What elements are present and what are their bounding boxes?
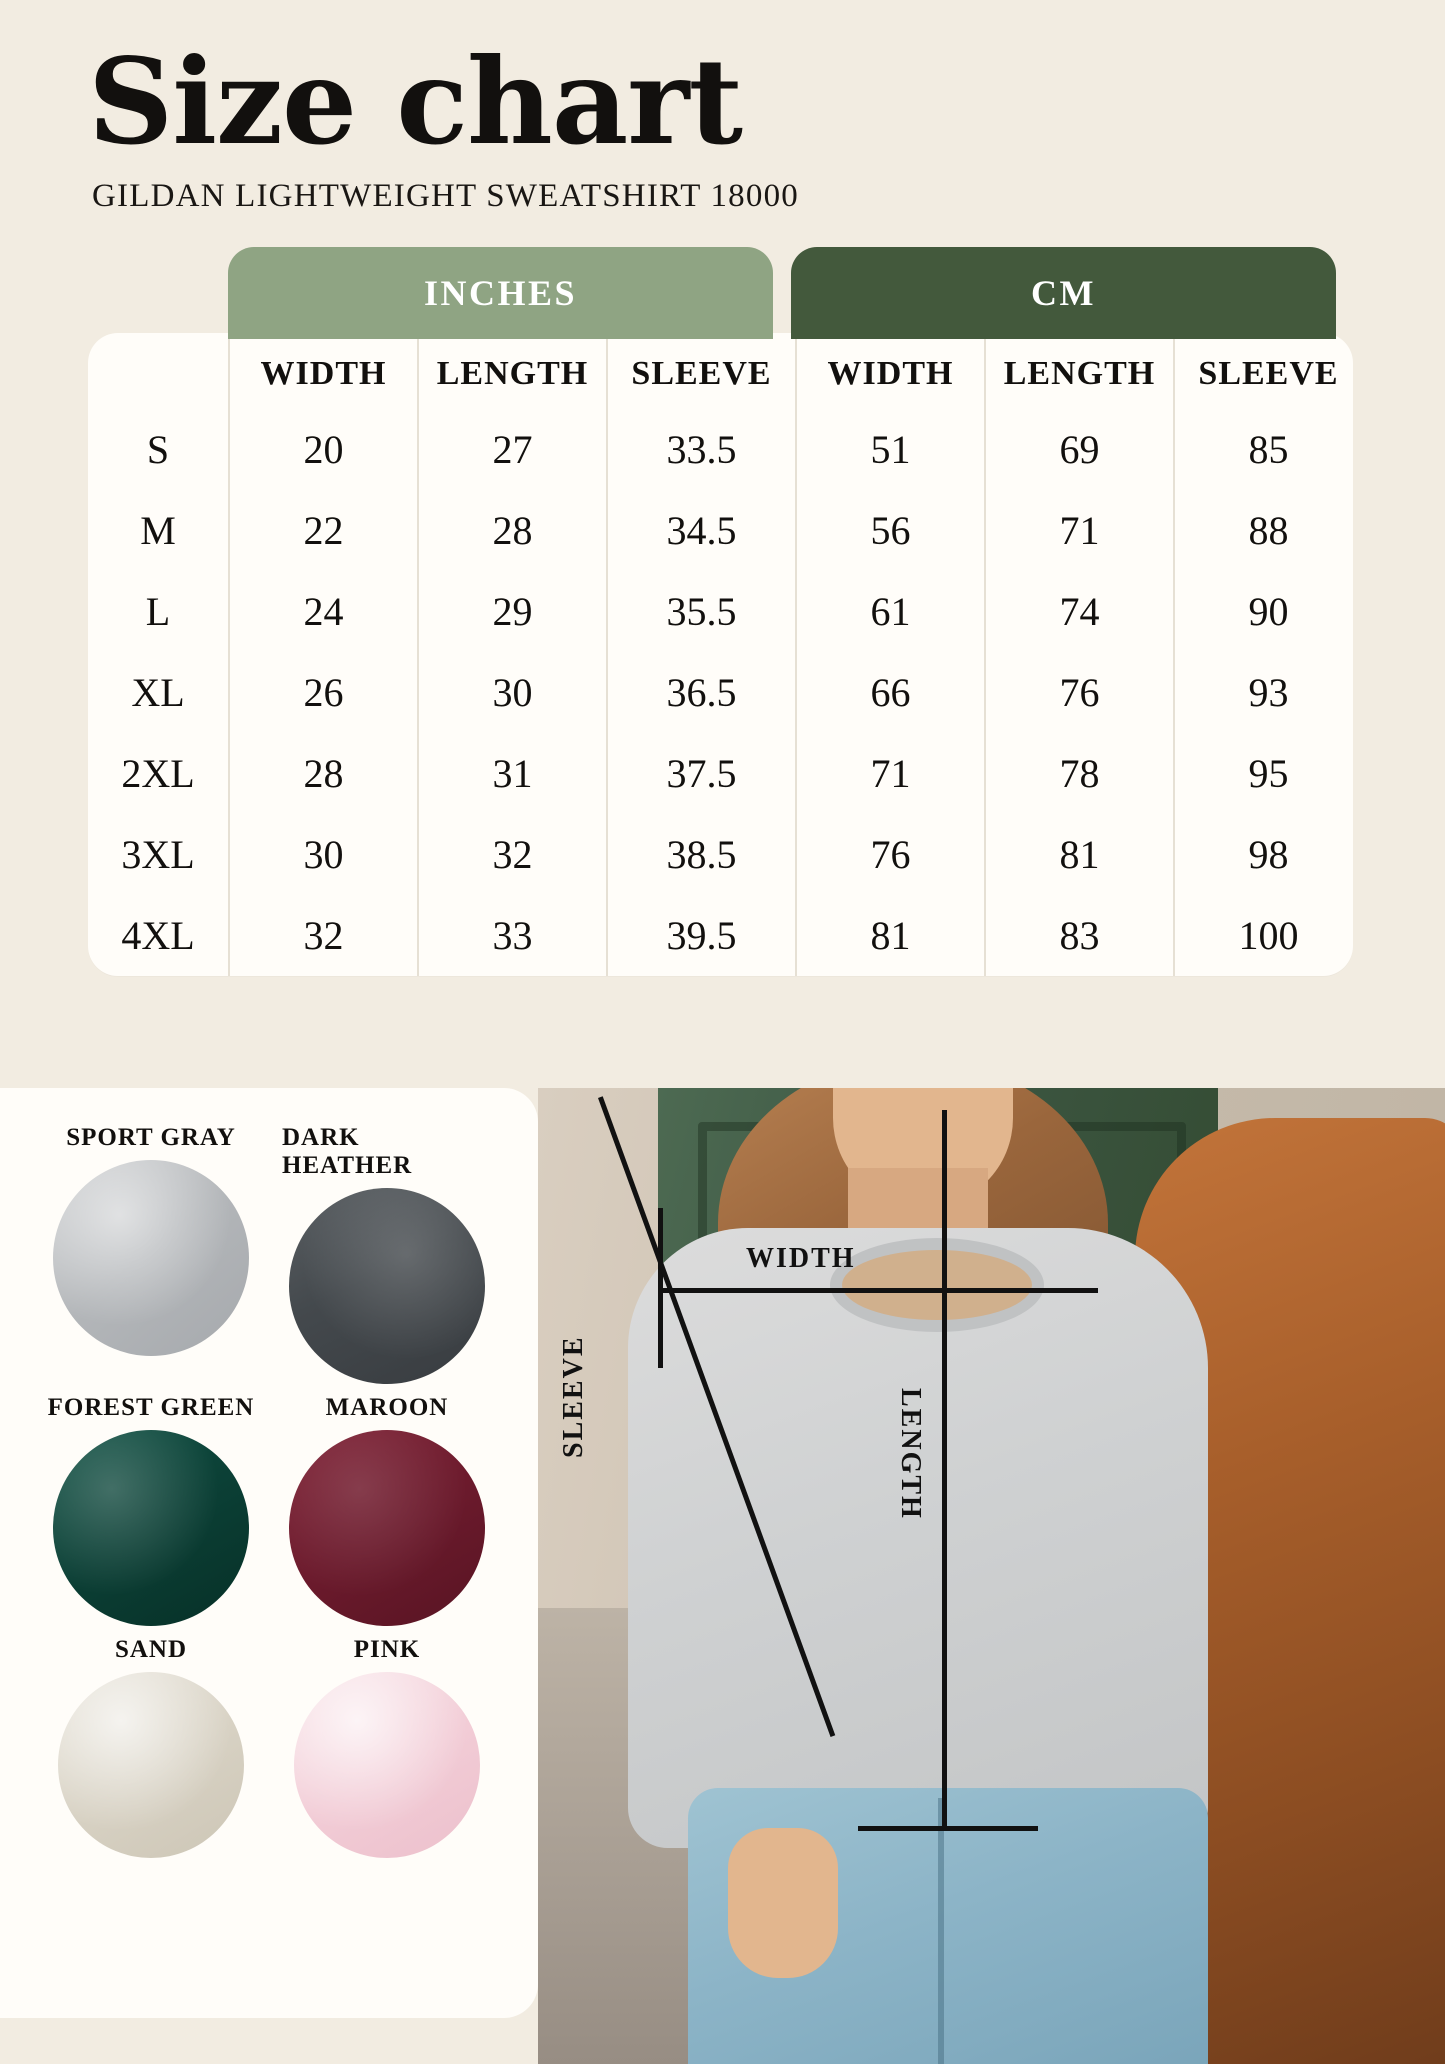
table-row xyxy=(88,652,1362,733)
cell-cm-width: 81 xyxy=(796,895,985,976)
swatch-circle xyxy=(289,1430,485,1626)
swatch-dark-heather[interactable] xyxy=(282,1124,492,1384)
size-table-section xyxy=(88,247,1353,976)
model-hand xyxy=(728,1828,838,1978)
cell-size: 3XL xyxy=(121,831,195,877)
page-header xyxy=(0,0,1445,215)
swatch-pink[interactable] xyxy=(282,1636,492,1858)
swatch-row xyxy=(0,1124,538,1384)
col-cm-length: LENGTH xyxy=(985,333,1174,409)
cell-in-length: 29 xyxy=(418,571,607,652)
measure-label-width: WIDTH xyxy=(746,1243,856,1274)
measure-line-width xyxy=(658,1288,1098,1293)
cell-in-width: 24 xyxy=(229,571,418,652)
cell-in-sleeve: 39.5 xyxy=(607,895,796,976)
table-row xyxy=(88,814,1362,895)
swatch-forest-green[interactable] xyxy=(46,1394,256,1626)
swatch-circle xyxy=(53,1160,249,1356)
model-jeans-seam xyxy=(938,1798,944,2064)
cell-in-width: 22 xyxy=(229,490,418,571)
cell-in-length: 28 xyxy=(418,490,607,571)
cell-in-width: 20 xyxy=(229,409,418,490)
cell-in-width: 28 xyxy=(229,733,418,814)
table-row xyxy=(88,733,1362,814)
col-cm-width: WIDTH xyxy=(796,333,985,409)
photo-model xyxy=(598,1088,1218,2064)
cell-cm-sleeve: 95 xyxy=(1248,750,1289,796)
tab-inches[interactable] xyxy=(228,247,773,339)
cell-cm-width: 61 xyxy=(796,571,985,652)
swatch-label: SAND xyxy=(114,1636,188,1663)
cell-cm-width: 56 xyxy=(796,490,985,571)
product-photo xyxy=(538,1088,1445,2064)
cell-in-sleeve: 37.5 xyxy=(607,733,796,814)
col-cm-sleeve: SLEEVE xyxy=(1198,354,1339,392)
table-row xyxy=(88,490,1362,571)
swatch-sand[interactable] xyxy=(46,1636,256,1858)
cell-cm-sleeve: 88 xyxy=(1248,507,1289,553)
cell-size: 2XL xyxy=(121,750,195,796)
cell-cm-sleeve: 100 xyxy=(1238,912,1299,958)
cell-cm-sleeve: 85 xyxy=(1248,426,1289,472)
measure-line-width-tick-left xyxy=(658,1208,663,1368)
swatch-maroon[interactable] xyxy=(282,1394,492,1626)
cell-cm-width: 51 xyxy=(796,409,985,490)
swatch-row xyxy=(0,1636,538,1858)
swatch-circle xyxy=(294,1672,480,1858)
table-row xyxy=(88,571,1362,652)
page-title: Size chart xyxy=(88,32,742,171)
swatch-circle xyxy=(58,1672,244,1858)
cell-in-length: 33 xyxy=(418,895,607,976)
cell-size: L xyxy=(145,588,171,634)
cell-cm-width: 66 xyxy=(796,652,985,733)
cell-in-sleeve: 35.5 xyxy=(607,571,796,652)
cell-in-length: 32 xyxy=(418,814,607,895)
cell-in-width: 32 xyxy=(229,895,418,976)
table-row xyxy=(88,895,1362,976)
tab-cm-label: CM xyxy=(1031,272,1096,313)
cell-cm-sleeve: 93 xyxy=(1248,669,1289,715)
cell-size: 4XL xyxy=(121,912,195,958)
cell-cm-length: 81 xyxy=(985,814,1174,895)
cell-size: XL xyxy=(131,669,185,715)
swatch-label: SPORT GRAY xyxy=(66,1124,236,1151)
cell-in-length: 27 xyxy=(418,409,607,490)
cell-in-sleeve: 33.5 xyxy=(607,409,796,490)
cell-cm-length: 71 xyxy=(985,490,1174,571)
cell-cm-length: 78 xyxy=(985,733,1174,814)
cell-in-width: 26 xyxy=(229,652,418,733)
measure-line-length xyxy=(942,1110,947,1830)
page-subtitle: GILDAN LIGHTWEIGHT SWEATSHIRT 18000 xyxy=(92,177,799,214)
swatch-label: PINK xyxy=(353,1636,421,1663)
cell-cm-length: 83 xyxy=(985,895,1174,976)
cell-cm-width: 71 xyxy=(796,733,985,814)
cell-in-sleeve: 36.5 xyxy=(607,652,796,733)
cell-cm-length: 69 xyxy=(985,409,1174,490)
model-collar xyxy=(830,1238,1044,1332)
lower-section xyxy=(0,1088,1445,2064)
measure-label-length: LENGTH xyxy=(895,1388,926,1520)
tab-inches-label: INCHES xyxy=(423,272,578,313)
cell-cm-sleeve: 98 xyxy=(1248,831,1289,877)
tab-cm[interactable] xyxy=(791,247,1336,339)
cell-size: S xyxy=(146,426,170,472)
cell-cm-width: 76 xyxy=(796,814,985,895)
color-swatch-panel xyxy=(0,1088,538,2018)
cell-in-width: 30 xyxy=(229,814,418,895)
size-table xyxy=(88,333,1362,976)
swatch-label: FOREST GREEN xyxy=(47,1394,255,1421)
swatch-label: DARK HEATHER xyxy=(282,1124,413,1179)
cell-in-length: 31 xyxy=(418,733,607,814)
size-table-card xyxy=(88,333,1353,976)
swatch-sport-gray[interactable] xyxy=(46,1124,256,1384)
cell-in-length: 30 xyxy=(418,652,607,733)
swatch-circle xyxy=(53,1430,249,1626)
col-inches-length: LENGTH xyxy=(418,333,607,409)
col-inches-sleeve: SLEEVE xyxy=(607,333,796,409)
measure-line-length-bottom xyxy=(858,1826,1038,1831)
col-size xyxy=(88,333,229,409)
swatch-circle xyxy=(289,1188,485,1384)
cell-cm-sleeve: 90 xyxy=(1248,588,1289,634)
swatch-row xyxy=(0,1394,538,1626)
col-inches-width: WIDTH xyxy=(229,333,418,409)
cell-cm-length: 76 xyxy=(985,652,1174,733)
cell-size: M xyxy=(140,507,176,553)
cell-in-sleeve: 38.5 xyxy=(607,814,796,895)
unit-tabs xyxy=(228,247,1353,339)
swatch-label: MAROON xyxy=(325,1394,449,1421)
measure-label-sleeve: SLEEVE xyxy=(558,1335,589,1458)
cell-in-sleeve: 34.5 xyxy=(607,490,796,571)
table-row xyxy=(88,409,1362,490)
cell-cm-length: 74 xyxy=(985,571,1174,652)
table-header-row xyxy=(88,333,1362,409)
